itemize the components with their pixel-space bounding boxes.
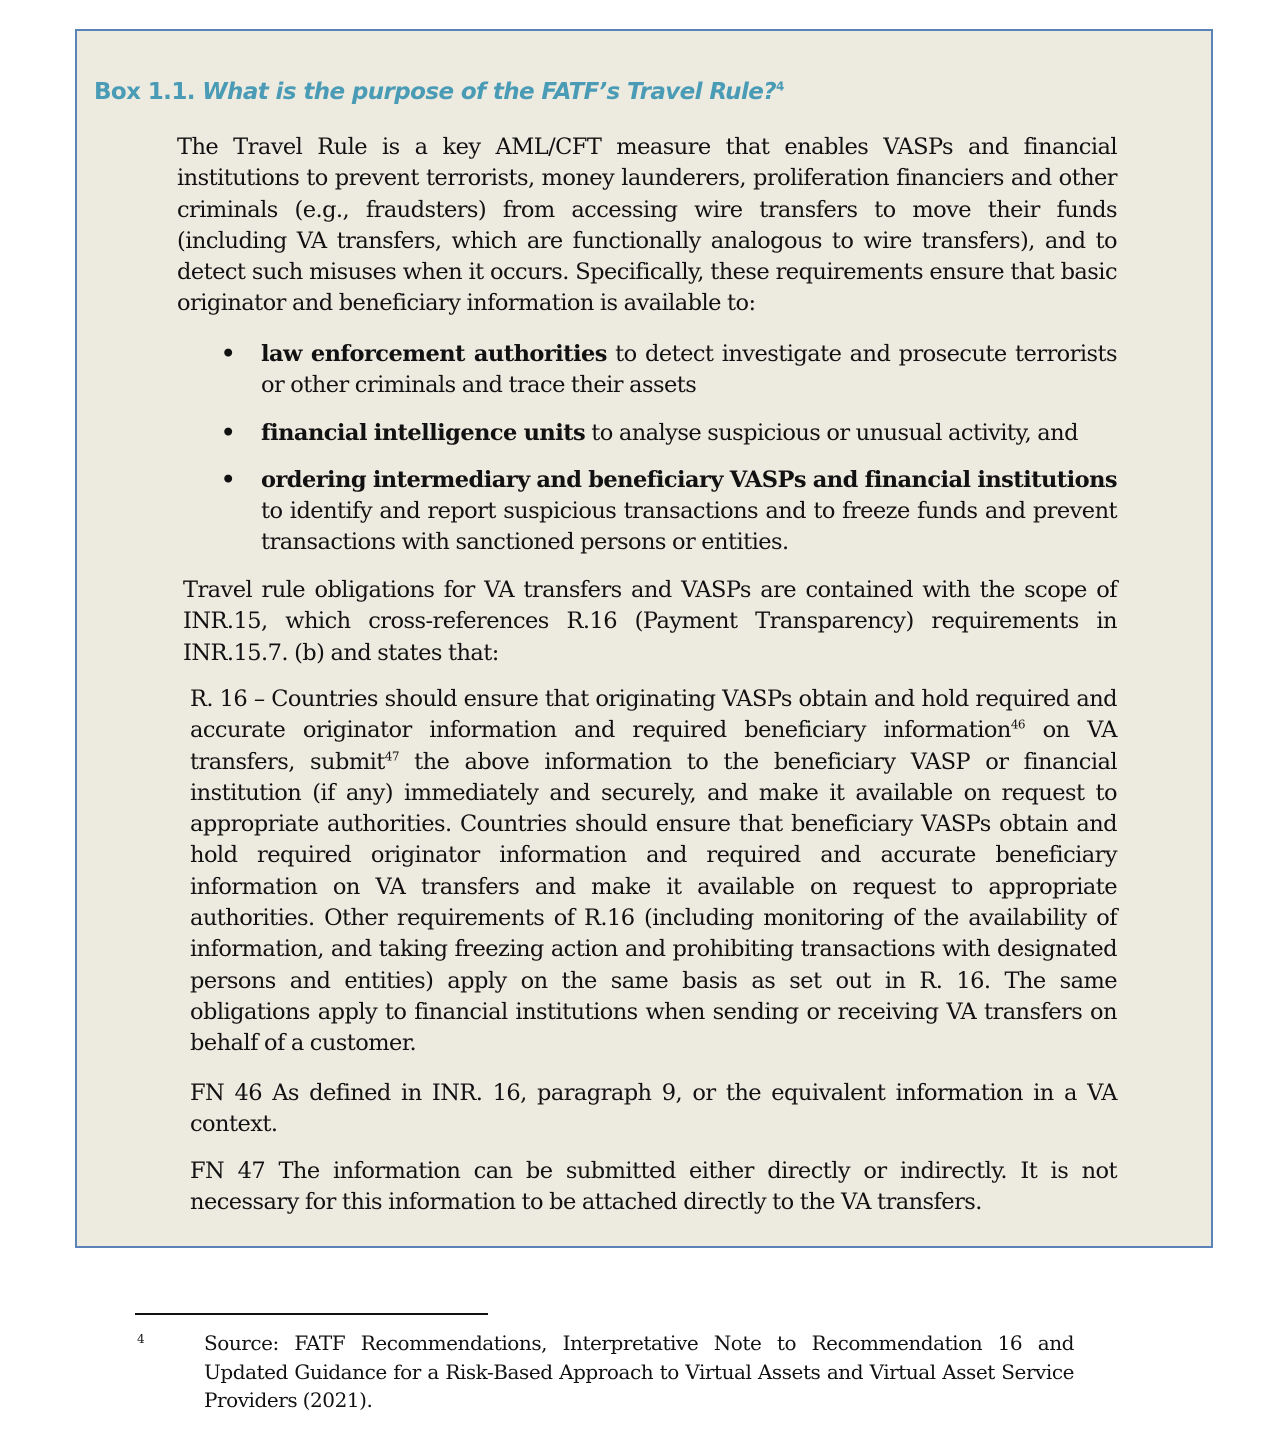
box-1-1 (75, 29, 1213, 1248)
footnote-ref-46[interactable]: 46 (1010, 717, 1025, 732)
footnote-number: 4 (137, 1332, 145, 1346)
list-item (177, 418, 1117, 449)
footnote-separator (135, 1313, 488, 1315)
recipients-list (177, 339, 1117, 575)
bullet-bold-term: ordering intermediary and beneficiary VASPs and financial institutions (261, 466, 1117, 493)
footnote-ref-47[interactable]: 47 (384, 749, 399, 764)
bullet-icon: • (221, 419, 235, 446)
bullet-bold-term: law enforcement authorities (261, 341, 607, 367)
box-title-text: What is the purpose of the FATF’s Travel Rule? (202, 79, 776, 105)
box-title (94, 79, 784, 105)
travel-rule-paragraph: Travel rule obligations for VA transfers and VASPs are contained with the scope of INR.15, which cross-references R.16 (Payment Transparency) requirements in INR.15.7. (b) and states that: (183, 577, 1117, 666)
list-item (177, 339, 1117, 402)
fn47-note: FN 47 The information can be submitted either directly or indirectly. It is not necessary for this information to be attached directly to the VA transfers. (190, 1158, 1117, 1216)
r16-text-part2: on VA transfers, submit (190, 717, 1117, 775)
r16-text-part1: R. 16 – Countries should ensure that originating VASPs obtain and hold required and accurate originator information and required beneficiary information (190, 686, 1117, 744)
r16-text-part3: the above information to the beneficiary VASP or financial institution (if any) immediately and securely, and make it available on request to appropriate authorities. Countries should ensure that beneficiary VASPs obtain and hold required originator information and required and accurate beneficiary information on VA transfers and make it available on request to appropriate authorities. Other requirements of R.16 (including monitoring of the availability of information, and taking freezing action and prohibiting transactions with designated persons and entities) apply on the same basis as set out in R. 16. The same obligations apply to financial institutions when sending or receiving VA transfers on behalf of a customer. (190, 748, 1117, 1057)
bullet-icon: • (221, 466, 235, 493)
fn46-note: FN 46 As defined in INR. 16, paragraph 9, or the equivalent information in a VA context. (190, 1080, 1117, 1138)
footnote-text: Source: FATF Recommendations, Interpretative Note to Recommendation 16 and Updated Guidance for a Risk-Based Approach to Virtual Assets and Virtual Asset Service Providers (2021). (204, 1331, 1074, 1412)
bullet-icon: • (221, 341, 235, 367)
box-label: Box 1.1. (94, 79, 195, 105)
box-title-footnote-ref[interactable]: 4 (775, 79, 784, 94)
bullet-bold-term: financial intelligence units (261, 419, 586, 446)
list-item (177, 465, 1117, 559)
bullet-text: to detect investigate and prosecute terrorists or other criminals and trace their assets (261, 341, 1117, 399)
r16-quote (190, 684, 1117, 1060)
intro-paragraph: The Travel Rule is a key AML/CFT measure that enables VASPs and financial institutions to prevent terrorists, money launderers, proliferation financiers and other criminals (e.g., fraudsters) from accessing wire transfers to move their funds (including VA transfers, which are functionally analogous to wire transfers), and to detect such misuses when it occurs. Specifically, these requirements ensure that basic originator and beneficiary information is available to: (177, 134, 1117, 317)
bullet-text: to identify and report suspicious transactions and to freeze funds and prevent transactions with sanctioned persons or entities. (261, 498, 1117, 556)
bullet-text: to analyse suspicious or unusual activity, and (585, 419, 1078, 446)
